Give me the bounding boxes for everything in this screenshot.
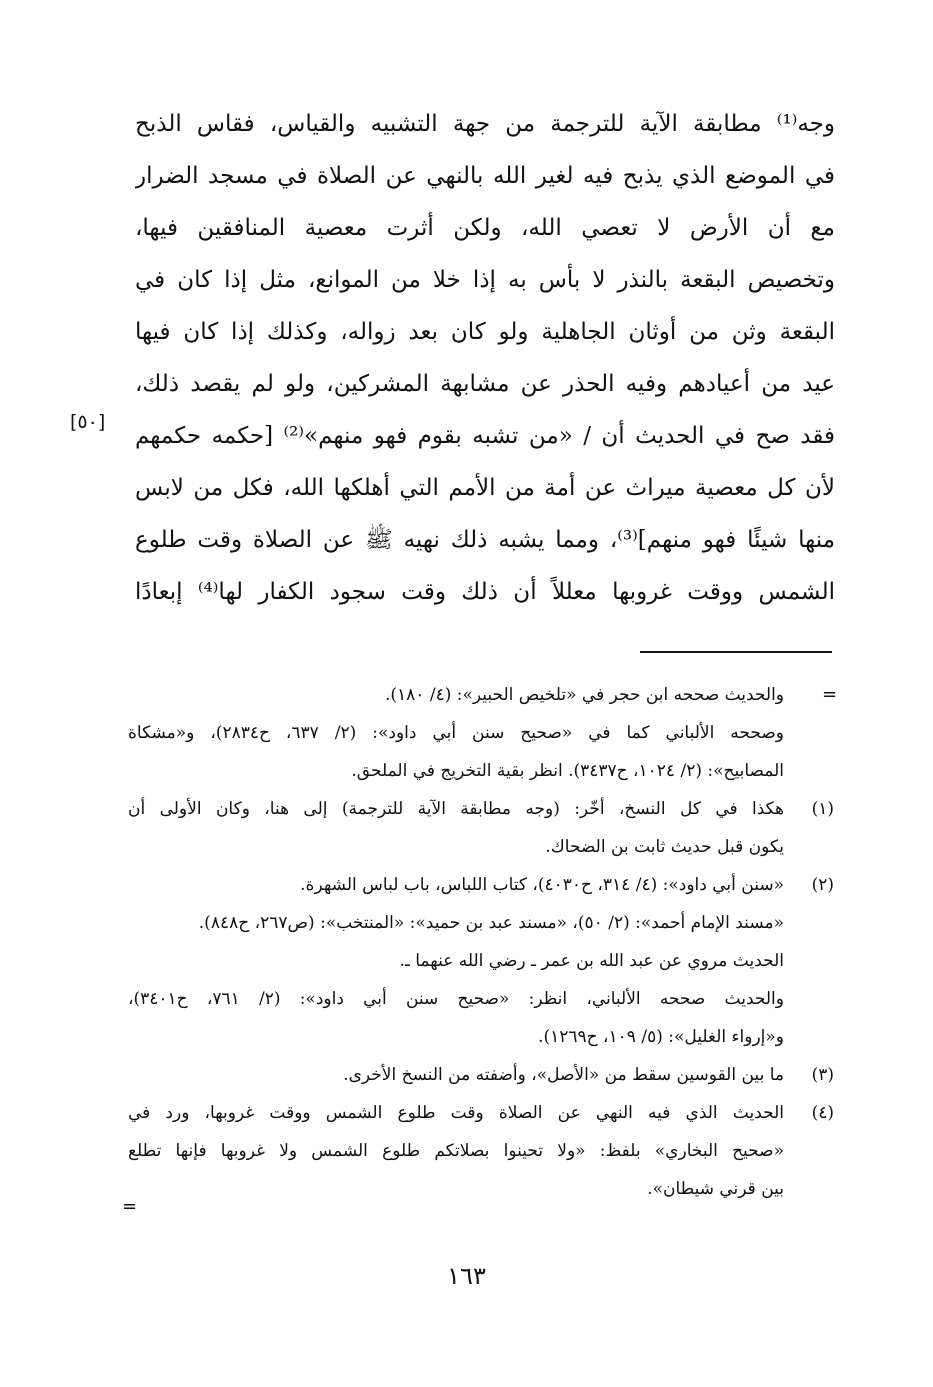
- body-line-5: البقعة وثن من أوثان الجاهلية ولو كان بعد زواله، وكذلك إذا كان فيها: [135, 319, 835, 345]
- footnote-text: هكذا في كل النسخ، أخّر: (وجه مطابقة الآية للترجمة) إلى هنا، وكان الأولى أن: [128, 799, 784, 819]
- body-line-8: لأن كل معصية ميراث عن أمة من الأمم التي أهلكها الله، فكل من لابس: [135, 475, 835, 501]
- body-line-6: عيد من أعيادهم وفيه الحذر عن مشابهة المشركين، ولو لم يقصد ذلك،: [135, 371, 835, 397]
- footnote-text: المصابيح»: (٢/ ١٠٢٤، ح٣٤٣٧). انظر بقية التخريج في الملحق.: [351, 761, 784, 781]
- footnote-separator: [640, 651, 832, 653]
- footnote-number: (٤): [811, 1103, 834, 1123]
- footnote-line: [128, 1094, 834, 1132]
- body-line-10: الشمس ووقت غروبها معللاً أن ذلك وقت سجود الكفار لها⁽⁴⁾ إبعادًا: [135, 579, 835, 605]
- footnote-line: [128, 714, 834, 752]
- footnote-text: بين قرني شيطان».: [647, 1179, 784, 1199]
- footnote-line: [128, 1018, 834, 1056]
- footnote-line: [128, 790, 834, 828]
- page-number: ١٦٣: [447, 1262, 486, 1290]
- footnote-number: (١): [811, 799, 834, 819]
- body-line-7: فقد صح في الحديث أن / «من تشبه بقوم فهو منهم»⁽²⁾ [حكمه حكمهم: [135, 423, 835, 449]
- footnote-line: [128, 1170, 834, 1208]
- footnote-number: (٣): [811, 1065, 834, 1085]
- body-line-4: وتخصيص البقعة بالنذر لا بأس به إذا خلا من الموانع، مثل إذا كان في: [135, 267, 835, 293]
- footnote-line: [128, 828, 834, 866]
- body-line-3: مع أن الأرض لا تعصي الله، ولكن أثرت معصية المنافقين فيها،: [135, 215, 835, 241]
- footnote-line: [128, 904, 834, 942]
- footnote-text: الحديث مروي عن عبد الله بن عمر ـ رضي الله عنهما ـ.: [399, 951, 784, 971]
- footnote-text: يكون قبل حديث ثابت بن الضحاك.: [545, 837, 784, 857]
- footnote-text: «مسند الإمام أحمد»: (٢/ ٥٠)، «مسند عبد بن حميد»: «المنتخب»: (ص٢٦٧، ح٨٤٨).: [198, 913, 784, 933]
- footnote-text: الحديث الذي فيه النهي عن الصلاة وقت طلوع الشمس ووقت غروبها، ورد في: [128, 1103, 784, 1123]
- footnote-text: و«إرواء الغليل»: (٥/ ١٠٩، ح١٢٦٩).: [538, 1027, 784, 1047]
- footnote-line: [128, 1056, 834, 1094]
- footnote-line: [128, 866, 834, 904]
- footnote-line: [128, 980, 834, 1018]
- footnote-text: وصححه الألباني كما في «صحيح سنن أبي داود»: (٢/ ٦٣٧، ح٢٨٣٤)، و«مشكاة: [128, 723, 784, 743]
- footnote-text: ما بين القوسين سقط من «الأصل»، وأضفته من النسخ الأخرى.: [343, 1065, 784, 1085]
- main-text: [135, 98, 835, 618]
- footnote-text: «سنن أبي داود»: (٤/ ٣١٤، ح٤٠٣٠)، كتاب اللباس، باب لباس الشهرة.: [300, 875, 784, 895]
- footnote-line: [128, 942, 834, 980]
- footnotes: [128, 676, 834, 1208]
- footnote-line: [128, 1132, 834, 1170]
- footnote-text: والحديث صححه ابن حجر في «تلخيص الحبير»: (٤/ ١٨٠).: [384, 685, 784, 705]
- footnote-continuation-mark-top: =: [822, 684, 838, 705]
- body-line-1: وجه⁽¹⁾ مطابقة الآية للترجمة من جهة التشبيه والقياس، فقاس الذبح: [135, 111, 835, 137]
- footnote-text: والحديث صححه الألباني، انظر: «صحيح سنن أبي داود»: (٢/ ٧٦١، ح٣٤٠١)،: [128, 989, 784, 1009]
- manuscript-folio-marker: [٥٠]: [70, 411, 106, 433]
- footnote-number: (٢): [811, 875, 834, 895]
- body-line-9: منها شيئًا فهو منهم]⁽³⁾، ومما يشبه ذلك نهيه ﷺ عن الصلاة وقت طلوع: [135, 527, 835, 553]
- footnote-continuation-mark-bottom: =: [122, 1196, 138, 1217]
- body-line-2: في الموضع الذي يذبح فيه لغير الله بالنهي عن الصلاة في مسجد الضرار: [135, 163, 835, 189]
- footnote-line: [128, 752, 834, 790]
- footnote-text: «صحيح البخاري» بلفظ: «ولا تحينوا بصلاتكم طلوع الشمس ولا غروبها فإنها تطلع: [128, 1141, 784, 1161]
- footnote-line: [128, 676, 834, 714]
